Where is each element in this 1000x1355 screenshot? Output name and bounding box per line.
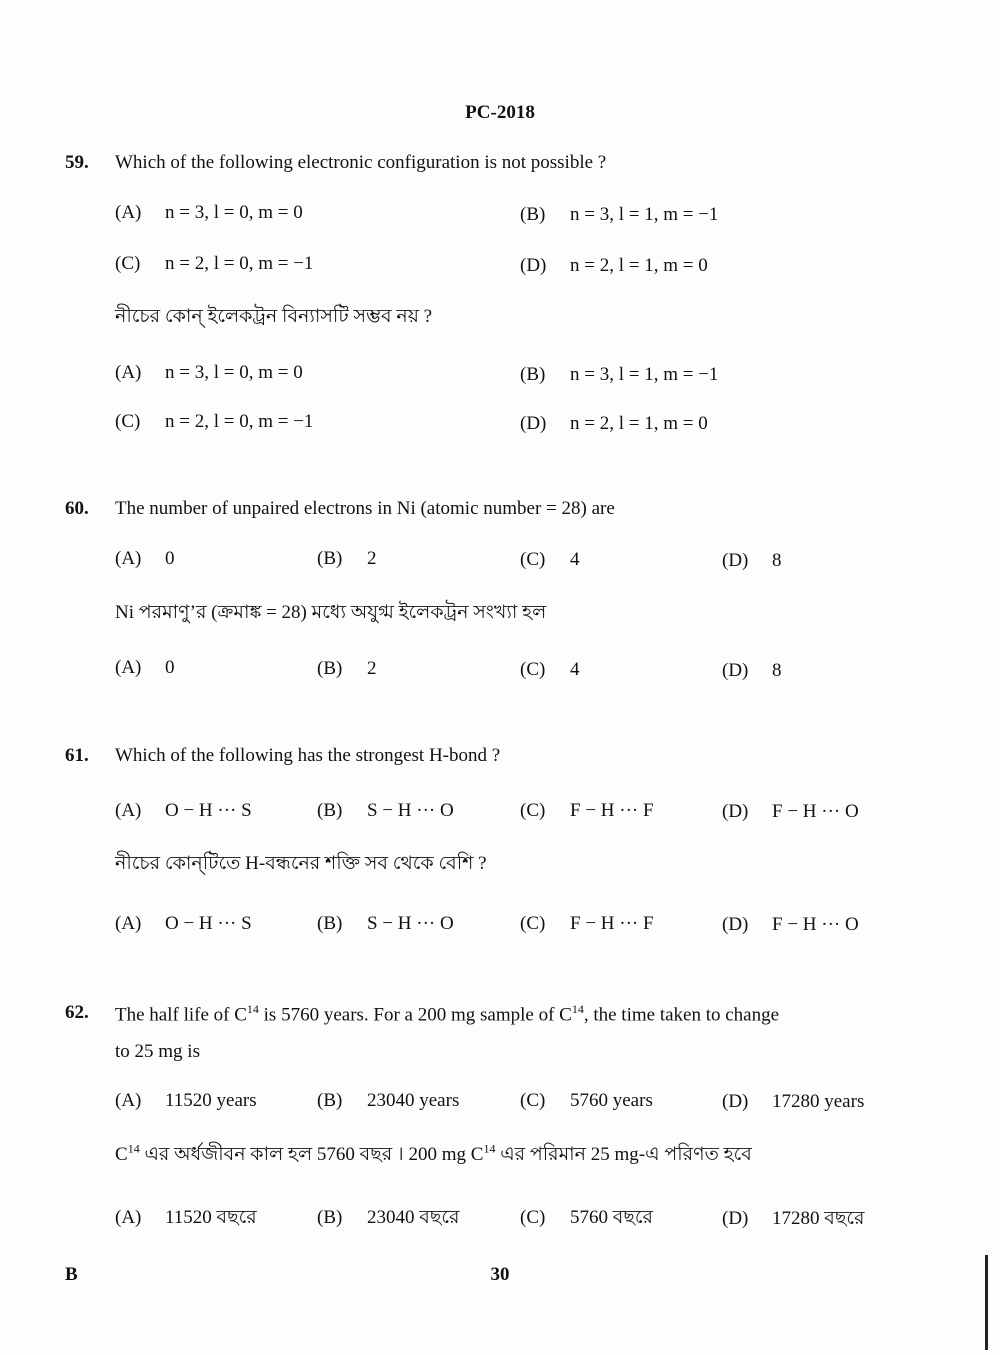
option-d-bn (722, 660, 782, 682)
option-d (722, 801, 859, 823)
option-letter: (B) (317, 913, 343, 934)
footer-set-code: B (65, 1264, 78, 1285)
option-b-bn (317, 913, 454, 935)
option-value: 0 (165, 657, 175, 678)
option-value: 11520 বছরে (165, 1207, 257, 1228)
superscript: 14 (483, 1141, 496, 1156)
option-letter: (D) (722, 660, 749, 681)
option-b-bn (317, 658, 377, 680)
option-value: 5760 বছরে (570, 1207, 653, 1228)
option-letter: (D) (722, 1208, 749, 1229)
option-letter: (A) (115, 202, 142, 223)
option-letter: (C) (115, 411, 141, 432)
option-value: The half life of C (115, 1004, 247, 1026)
option-c (520, 549, 580, 571)
question-text-bn: নীচের কোন্ ইলেকট্রন বিন্যাসটি সম্ভব নয় ? (115, 306, 433, 327)
option-value: S − H ··· O (367, 913, 454, 934)
option-a-bn (115, 362, 303, 384)
option-value: S − H ··· O (367, 800, 454, 821)
option-letter: (A) (115, 800, 142, 821)
option-value: 8 (772, 550, 782, 571)
option-value: 17280 বছরে (772, 1208, 865, 1229)
option-letter: (C) (520, 1090, 546, 1111)
option-a (115, 1090, 257, 1112)
option-c-bn (520, 659, 580, 681)
option-d (722, 1091, 864, 1113)
option-value: , the time taken to change (583, 1004, 780, 1026)
option-value: n = 3, l = 1, m = −1 (570, 204, 719, 225)
option-value: 0 (165, 548, 175, 569)
option-letter: (B) (520, 364, 546, 385)
page-header: PC-2018 (465, 102, 535, 123)
option-letter: (D) (722, 801, 749, 822)
option-c-bn (520, 1203, 653, 1235)
question-text-en: Which of the following has the strongest H-bond ? (115, 745, 501, 766)
question-text-en (115, 1002, 779, 1026)
option-value: n = 3, l = 0, m = 0 (165, 202, 303, 223)
option-value: F − H ··· F (570, 800, 654, 821)
option-letter: (C) (520, 659, 546, 680)
option-value: is 5760 years. For a 200 mg sample of C (258, 1004, 572, 1026)
option-value: n = 2, l = 0, m = −1 (165, 253, 314, 274)
option-letter: (A) (115, 1090, 142, 1111)
option-c-bn (520, 913, 654, 935)
option-a-bn (115, 657, 175, 679)
superscript: 14 (246, 1002, 259, 1016)
option-value: এর পরিমান 25 mg-এ পরিণত হবে (495, 1144, 752, 1165)
option-value: n = 2, l = 0, m = −1 (165, 411, 314, 432)
option-letter: (D) (520, 413, 547, 434)
option-letter: (D) (722, 550, 749, 571)
option-letter: (D) (520, 255, 547, 276)
option-value: 8 (772, 660, 782, 681)
option-value: F − H ··· O (772, 914, 859, 935)
option-letter: (B) (317, 1090, 343, 1111)
page-number: 30 (490, 1264, 510, 1285)
option-b (317, 548, 377, 570)
option-b-bn (317, 1203, 459, 1235)
option-d (722, 550, 782, 572)
option-value: 4 (570, 659, 580, 680)
option-letter: (B) (317, 658, 343, 679)
question-number: 62. (65, 1002, 89, 1023)
option-d-bn (520, 413, 708, 435)
superscript: 14 (571, 1002, 584, 1016)
option-letter: (A) (115, 548, 142, 569)
option-value: n = 2, l = 1, m = 0 (570, 255, 708, 276)
option-value: n = 3, l = 1, m = −1 (570, 364, 719, 385)
option-value: 11520 years (165, 1090, 257, 1111)
option-value: n = 2, l = 1, m = 0 (570, 413, 708, 434)
option-value: 2 (367, 658, 377, 679)
option-b (317, 800, 454, 822)
option-a (115, 800, 252, 822)
option-value: 23040 years (367, 1090, 460, 1111)
option-value: 17280 years (772, 1091, 865, 1112)
option-value: 2 (367, 548, 377, 569)
option-value: 23040 বছরে (367, 1207, 460, 1228)
option-letter: (B) (520, 204, 546, 225)
option-a-bn (115, 1203, 257, 1235)
question-text-en: Which of the following electronic configuration is not possible ? (115, 152, 607, 173)
option-b (317, 1090, 459, 1112)
option-letter: (A) (115, 1207, 142, 1228)
question-text-bn: নীচের কোন্‌টিতে H-বন্ধনের শক্তি সব থেকে বেশি ? (115, 853, 487, 874)
option-value: O − H ··· S (165, 913, 252, 934)
question-text-en-line2: to 25 mg is (115, 1041, 200, 1062)
option-value: C (115, 1144, 128, 1165)
option-value: F − H ··· F (570, 913, 654, 934)
option-value: n = 3, l = 0, m = 0 (165, 362, 303, 383)
option-letter: (B) (317, 548, 343, 569)
option-letter: (B) (317, 1207, 343, 1228)
option-value: F − H ··· O (772, 801, 859, 822)
question-number: 61. (65, 745, 89, 766)
option-value: এর অর্ধজীবন কাল হল 5760 বছর । 200 mg C (139, 1144, 484, 1165)
option-b-bn (520, 364, 718, 386)
option-d-bn (722, 1204, 864, 1236)
option-letter: (A) (115, 913, 142, 934)
option-letter: (D) (722, 914, 749, 935)
option-letter: (A) (115, 657, 142, 678)
option-c (520, 800, 654, 822)
option-c (115, 253, 313, 275)
option-letter: (C) (520, 1207, 546, 1228)
superscript: 14 (127, 1141, 140, 1156)
option-c (520, 1090, 653, 1112)
option-a-bn (115, 913, 252, 935)
option-letter: (C) (520, 549, 546, 570)
option-letter: (B) (317, 800, 343, 821)
option-letter: (C) (115, 253, 141, 274)
option-letter: (D) (722, 1091, 749, 1112)
question-text-en: The number of unpaired electrons in Ni (atomic number = 28) are (115, 498, 615, 519)
option-value: 4 (570, 549, 580, 570)
question-text-bn: Ni পরমাণু’র (ক্রমাঙ্ক = 28) মধ্যে অযুগ্ম ইলেকট্রন সংখ্যা হল (115, 602, 547, 623)
question-number: 60. (65, 498, 89, 519)
option-d (520, 255, 708, 277)
option-a (115, 548, 175, 570)
option-letter: (C) (520, 800, 546, 821)
option-d-bn (722, 914, 859, 936)
option-value: O − H ··· S (165, 800, 252, 821)
option-b (520, 204, 718, 226)
scan-edge-mark (985, 1255, 988, 1350)
option-value: 5760 years (570, 1090, 653, 1111)
option-letter: (C) (520, 913, 546, 934)
question-text-bn (115, 1140, 752, 1172)
option-letter: (A) (115, 362, 142, 383)
option-c-bn (115, 411, 313, 433)
question-number: 59. (65, 152, 89, 173)
option-a (115, 202, 303, 224)
